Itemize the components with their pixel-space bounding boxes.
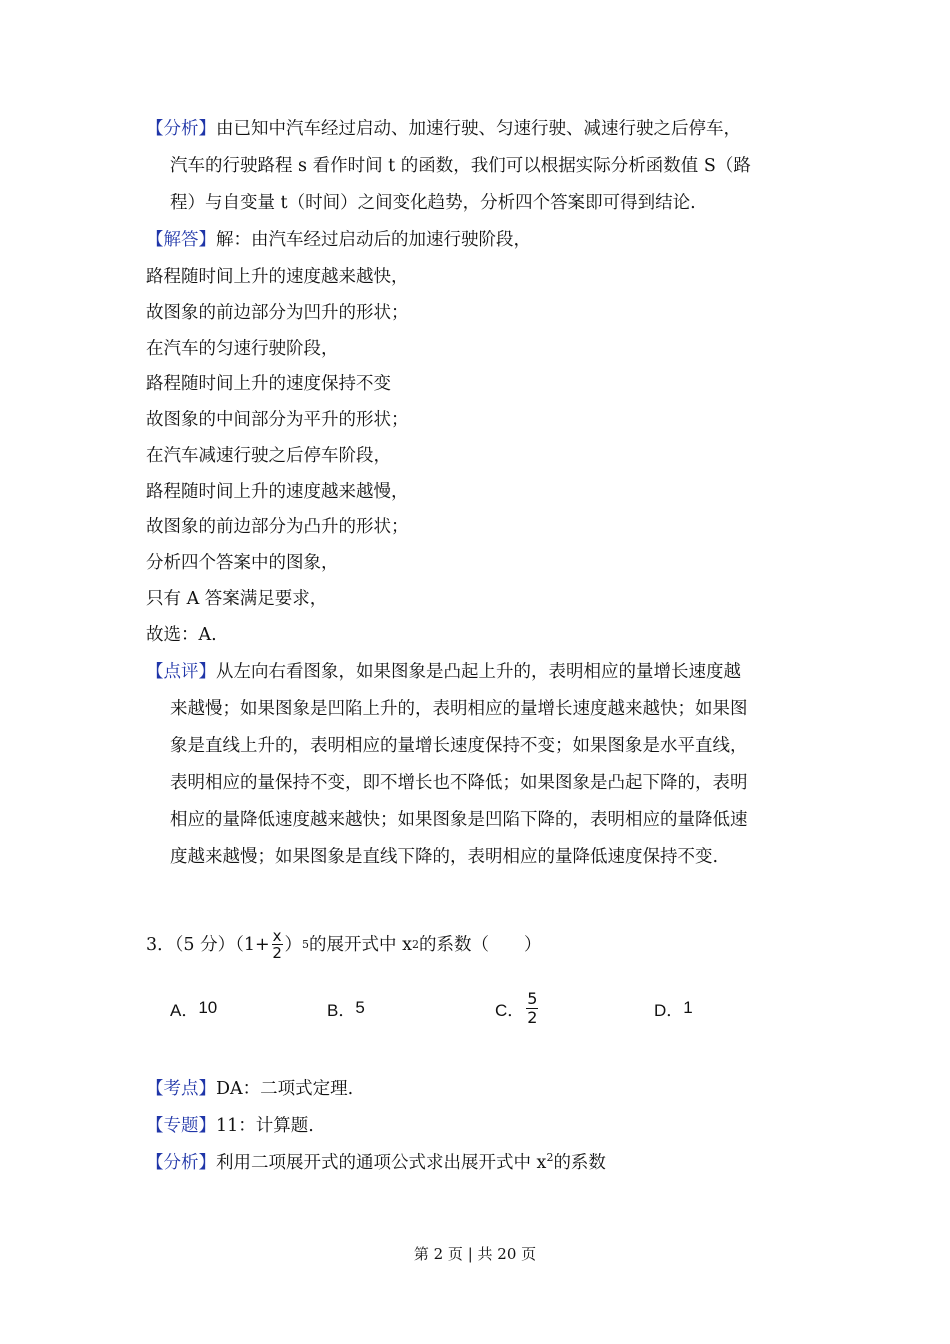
option-c-den: 2 [527,1007,538,1027]
solution-line: 故图象的中间部分为平升的形状； [146,410,409,430]
comment-tag: 【点评】 [146,662,216,682]
comment-text-1: 从左向右看图象，如果图象是凸起上升的，表明相应的量增长速度越 [216,662,741,682]
comment-line: 来越慢；如果图象是凹陷上升的，表明相应的量增长速度越来越快；如果图 [170,699,748,719]
option-a[interactable] [170,988,217,1028]
analysis-line-3: 程）与自变量 t（时间）之间变化趋势，分析四个答案即可得到结论. [170,193,696,213]
analysis-line-2: 汽车的行驶路程 s 看作时间 t 的函数，我们可以根据实际分析函数值 S（路 [170,156,751,176]
analysis2-line [146,1150,606,1176]
solution-tag: 【解答】 [146,230,216,250]
solution-line: 在汽车的匀速行驶阶段， [146,339,339,359]
frac-numerator: x [272,927,282,945]
option-b-value: 5 [355,998,365,1017]
option-c-label: C． [495,1000,525,1020]
comment-line: 相应的量降低速度越来越快；如果图象是凹陷下降的，表明相应的量降低速 [170,810,748,830]
option-b[interactable] [327,988,365,1028]
answer-options [170,988,730,1028]
solution-line: 分析四个答案中的图象， [146,553,339,573]
analysis-line-1 [146,116,741,142]
analysis-text-1: 由已知中汽车经过启动、加速行驶、匀速行驶、减速行驶之后停车， [216,119,741,139]
close-paren: ） [284,934,303,955]
comment-line: 度越来越慢；如果图象是直线下降的，表明相应的量降低速度保持不变. [170,847,719,867]
solution-line: 故选：A. [146,625,217,645]
kaodian-text: DA：二项式定理. [216,1079,354,1099]
zhuanti-text: 11：计算题. [216,1116,314,1136]
solution-line: 故图象的前边部分为凹升的形状； [146,303,409,323]
solution-line: 在汽车减速行驶之后停车阶段， [146,446,391,466]
option-a-label: A． [170,1000,199,1020]
option-d[interactable] [654,988,693,1028]
solution-line: 路程随时间上升的速度越来越快， [146,267,409,287]
question-3-number: 3．（5 分）（1+ [146,934,270,955]
kaodian-tag: 【考点】 [146,1079,216,1099]
analysis2-text: 利用二项展开式的通项公式求出展开式中 x [216,1153,547,1173]
option-a-value: 10 [198,998,218,1017]
question-3-mid: 的展开式中 x [309,934,412,955]
option-c-num: 5 [527,988,538,1008]
frac-denominator: 2 [272,944,282,962]
solution-line: 只有 A 答案满足要求， [146,589,328,609]
solution-line: 故图象的前边部分为凸升的形状； [146,517,409,537]
zhuanti-line [146,1113,314,1139]
solution-line: 路程随时间上升的速度保持不变 [146,374,391,394]
option-c-fraction [526,990,538,1027]
solution-first-text: 解：由汽车经过启动后的加速行驶阶段， [216,230,531,250]
option-d-label: D． [654,1000,684,1020]
option-c[interactable] [495,988,540,1028]
option-b-label: B． [327,1000,356,1020]
analysis2-exp: 2 [546,1151,554,1165]
zhuanti-tag: 【专题】 [146,1116,216,1136]
option-d-value: 1 [683,998,693,1017]
question-3-stem: 3．（5 分）（1+ $\frac{x}{2}$ ） 5 的展开式中 x 2 的系数（ ） [146,927,542,962]
page-footer: 第 2 页 | 共 20 页 [413,1245,537,1263]
analysis2-end: 的系数 [553,1153,606,1173]
fraction-x-over-2 [272,928,283,961]
analysis-tag: 【分析】 [146,119,216,139]
analysis2-tag: 【分析】 [146,1153,216,1173]
comment-line-1 [146,659,741,685]
question-3-end: 的系数（ ） [418,934,542,955]
solution-line-first [146,227,531,253]
comment-line: 表明相应的量保持不变，即不增长也不降低；如果图象是凸起下降的，表明 [170,773,748,793]
kaodian-line [146,1076,353,1102]
comment-line: 象是直线上升的，表明相应的量增长速度保持不变；如果图象是水平直线， [170,736,748,756]
solution-line: 路程随时间上升的速度越来越慢， [146,482,409,502]
